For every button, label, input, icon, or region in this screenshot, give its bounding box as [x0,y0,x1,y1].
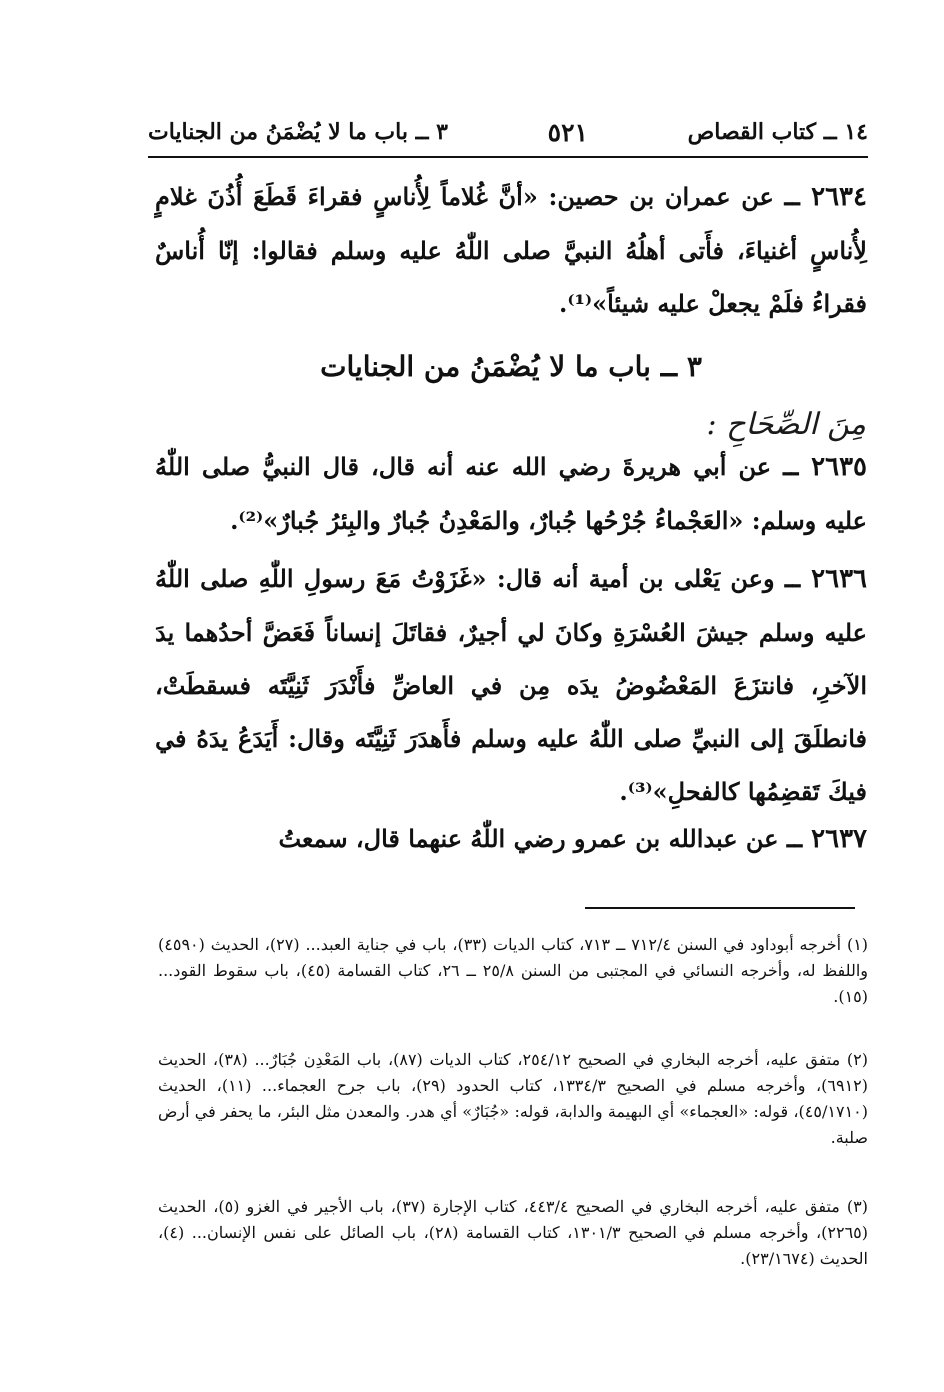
hadith-2637 [155,812,867,866]
hadith-2635 [155,440,867,547]
chapter-title: ٣ ــ باب ما لا يُضْمَنُ من الجنايات [320,350,702,383]
footnote-rule [585,907,855,909]
hadith-text: عن عبدالله بن عمرو رضي اللّٰهُ عنهما قال، سمعتُ [278,824,787,853]
running-header [148,112,868,152]
header-rule [148,156,868,158]
footnote-3: (٣) متفق عليه، أخرجه البخاري في الصحيح ٤٤٣/٤، كتاب الإجارة (٣٧)، باب الأجير في الغزو (٥)، الحديث (٢٢٦٥)، وأخرجه مسلم في الصحيح ١٣٠١/٣، كتاب القسامة (٢٨)، باب الصائل على نفس الإنسان... (٤)، الحديث (٢٣/١٦٧٤). [158,1197,869,1268]
header-chapter-title: ٣ ــ باب ما لا يُضْمَنُ من الجنايات [148,119,448,145]
handwritten-note: مِنَ الصِّحَاحِ : [706,407,866,442]
footnote-2: (٢) متفق عليه، أخرجه البخاري في الصحيح ٢٥٤/١٢، كتاب الديات (٨٧)، باب المَعْدِن جُبَارٌ... (٣٨)، الحديث (٦٩١٢)، وأخرجه مسلم في الصحيح ١٣٣٤/٣، كتاب الحدود (٢٩)، باب جرح العجماء... (١١)، الحديث (٤٥/١٧١٠)، قوله: «العجماء» أي البهيمة والدابة، قوله: «جُبَارٌ» أي هدر. والمعدن مثل البئر، ما يحفر في أرض صلبة. [158,1050,869,1147]
hadith-number: ٢٦٣٤ ــ [784,182,867,212]
hadith-text: عن عمران بن حصين: «أنَّ غُلاماً لِأُناسٍ فقراءَ قَطَعَ أُذُنَ غلامٍ لِأُناسٍ أغنياءَ، فأَتى أهلُهُ النبيَّ صلى اللّٰهُ عليه وسلم فقالوا: إنّا أُناسٌ فقراءُ فلَمْ يجعلْ عليه شيئاً»⁽¹⁾. [155,182,867,318]
hadith-2634 [155,170,867,330]
hadith-number: ٢٦٣٦ ــ [784,564,867,594]
footnote-1: (١) أخرجه أبوداود في السنن ٧١٢/٤ ــ ٧١٣، كتاب الديات (٣٣)، باب في جناية العبد... (٢٧)، الحديث (٤٥٩٠) واللفظ له، وأخرجه النسائي في المجتبى من السنن ٢٥/٨ ــ ٢٦، كتاب القسامة (٤٥)، باب سقوط القود... (١٥). [158,935,869,1006]
header-book-title: ١٤ ــ كتاب القصاص [687,119,868,145]
hadith-text: وعن يَعْلى بن أمية أنه قال: «غَزَوْتُ مَعَ رسولِ اللّٰهِ صلى اللّٰهُ عليه وسلم جيشَ العُسْرَةِ وكانَ لي أجيرٌ، فقاتَلَ إنساناً فَعَضَّ أحدُهما يدَ الآخرِ، فانتزَعَ المَعْضُوضُ يدَه مِن في العاضِّ فأَنْدَرَ ثَنِيَّتَه فسقطَتْ، فانطلَقَ إلى النبيِّ صلى اللّٰهُ عليه وسلم فأَهدَرَ ثَنِيَّتَه وقال: أَيَدَعُ يدَهُ في فيكَ تَقضِمُها كالفحلِ»⁽³⁾. [155,564,867,806]
hadith-number: ٢٦٣٥ ــ [783,452,867,482]
hadith-2636 [155,552,867,818]
hadith-number: ٢٦٣٧ ــ [786,824,867,854]
page-number: ٥٢١ [547,117,588,147]
hadith-text: عن أبي هريرةَ رضي الله عنه أنه قال، قال النبيُّ صلى اللّٰهُ عليه وسلم: «العَجْماءُ جُرْحُها جُبارٌ، والمَعْدِنُ جُبارٌ والبِئرُ جُبارٌ»⁽²⁾. [155,452,867,535]
